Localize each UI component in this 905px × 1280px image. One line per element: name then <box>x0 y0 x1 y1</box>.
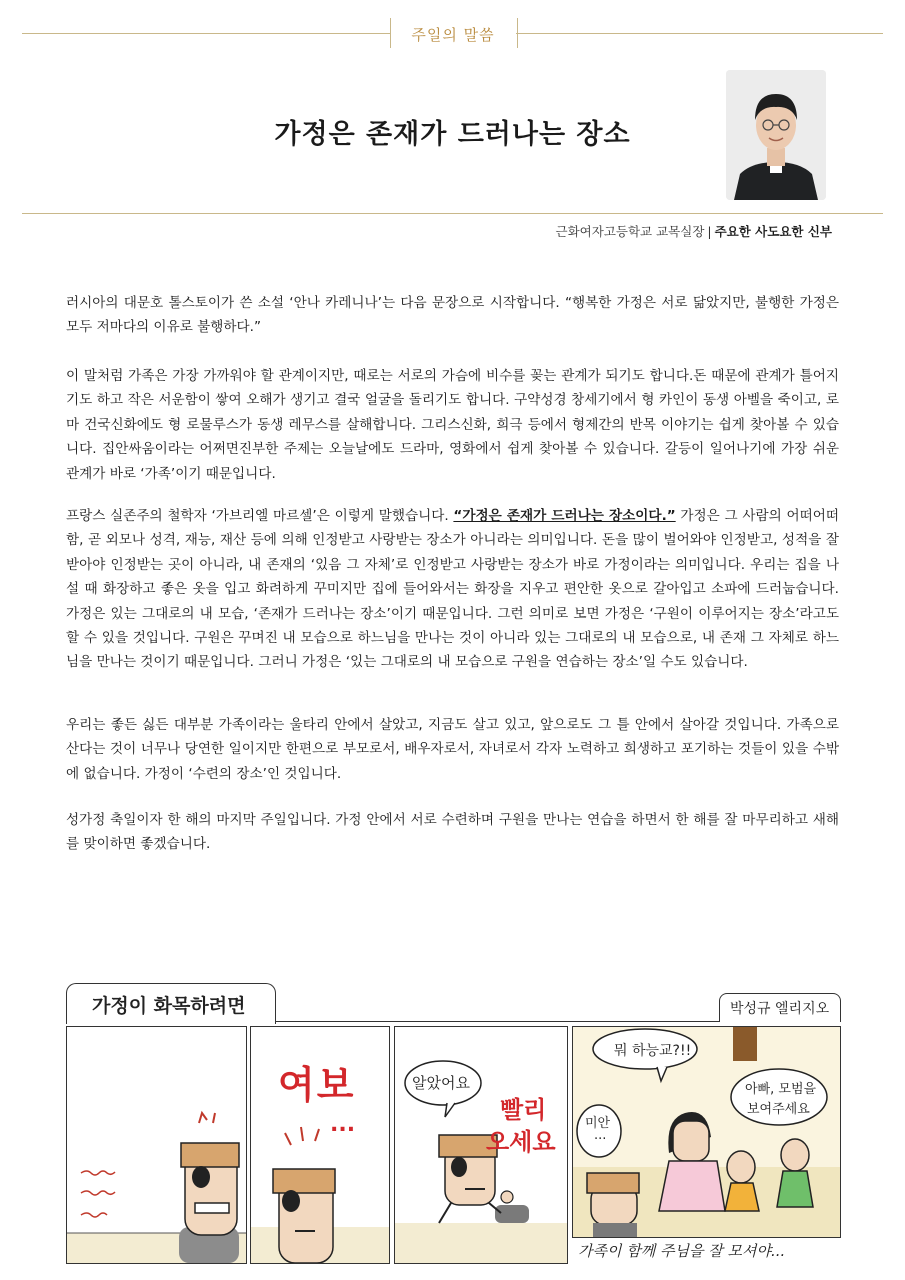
panel-3-shout-1: 빨리 <box>500 1096 547 1124</box>
byline-separator: | <box>707 224 712 239</box>
header-rule-left <box>22 33 390 34</box>
comic-panel-4 <box>572 1026 841 1238</box>
author-photo <box>726 70 826 200</box>
paragraph-5: 성가정 축일이자 한 해의 마지막 주일입니다. 가정 안에서 서로 수련하며 구원을 만나는 연습을 하면서 한 해를 잘 마무리하고 새해를 맞이하면 좋겠습니다. <box>66 812 839 853</box>
comic-title: 가정이 화목하려면 <box>92 995 246 1017</box>
paragraph-4: 우리는 좋든 싫든 대부분 가족이라는 울타리 안에서 살았고, 지금도 살고 있고, 앞으로도 그 틀 안에서 살아갈 것입니다. 가족으로 산다는 것이 너무나 당연한 일이지만 한편으로 부모로서, 배우자로서, 자녀로서 각자 노력하고 희생하고 포기하는 것들이 있을 수밖에 없습니다. 가정이 ‘수련의 장소’인 것입니다. <box>66 717 839 782</box>
panel-3-shout-2: 오세요 <box>486 1128 556 1156</box>
panel-4-bubble-top: 뭐 하능교?!! <box>614 1043 692 1059</box>
paragraph-2: 이 말처럼 가족은 가장 가까워야 할 관계이지만, 때로는 서로의 가슴에 비수를 꽂는 관계가 되기도 합니다.돈 때문에 관계가 틀어지기도 하고 작은 서운함이 쌓여 오해가 생기고 결국 얼굴을 돌리기도 합니다. 구약성경 창세기에서 형 카인이 동생 아벨을 죽이고, 로마 건국신화에도 형 로물루스가 동생 레무스를 살해합니다. 그리스신화, 희극 등에서 형제간의 반목 이야기는 쉽게 찾아볼 수 있습니다. 집안싸움이라는 어쩌면진부한 주제는 오늘날에도 드라마, 영화에서 쉽게 찾아볼 수 있습니다. 갈등이 일어나기에 가장 쉬운 관계가 바로 ‘가족’이기 때문입니다. <box>66 368 839 482</box>
panel-4-bubble-kid-line-2: 보여주세요 <box>747 1102 810 1117</box>
header-rule-right <box>516 33 883 34</box>
paragraph-3 <box>66 504 839 675</box>
paragraph-3-intro: 프랑스 실존주의 철학자 ‘가브리엘 마르셀’은 이렇게 말했습니다. <box>66 508 454 524</box>
article-title: 가정은 존재가 드러나는 장소 <box>274 119 631 150</box>
panel-4-bubble-sorry-line-1: 미안 <box>585 1116 611 1131</box>
paragraph-1: 러시아의 대문호 톨스토이가 쓴 소설 ‘안나 카레니나’는 다음 문장으로 시작합니다. “행복한 가정은 서로 닮았지만, 불행한 가정은 모두 저마다의 이유로 불행하다.” <box>66 295 839 336</box>
byline-role: 근화여자고등학교 교목실장 <box>555 224 705 239</box>
byline-name: 주요한 사도요한 신부 <box>714 224 832 239</box>
panel-4-bubble-sorry-line-2: ... <box>594 1128 607 1143</box>
panel-3-bubble-text: 알았어요 <box>412 1074 470 1092</box>
byline <box>420 222 832 240</box>
marcel-quote: “가정은 존재가 드러나는 장소이다.” <box>453 508 676 524</box>
panel-2-dots: ... <box>330 1112 356 1137</box>
panel-2-shout: 여보 <box>278 1063 356 1107</box>
comic-panel-1 <box>66 1026 247 1264</box>
paragraph-3-rest: 가정은 그 사람의 어떠어떠함, 곧 외모나 성격, 재능, 재산 등에 의해 인정받고 사랑받는 장소가 아니라는 의미입니다. 돈을 많이 벌어와야 인정받고, 성적을 잘 받아야 인정받는 곳이 아니라, 내 존재의 ‘있음 그 자체’로 인정받고 사랑받는 장소가 바로 가정이라는 의미입니다. 우리는 집을 나설 때 화장하고 좋은 옷을 입고 화려하게 꾸미지만 집에 들어와서는 화장을 지우고 편안한 옷으로 갈아입고 소파에 드러눕습니다. 가정은 있는 그대로의 내 모습, ‘존재가 드러나는 장소’이기 때문입니다. 그런 의미로 보면 가정은 ‘구원이 이루어지는 장소’라고도 할 수 있을 것입니다. 구원은 꾸며진 내 모습으로 하느님을 만나는 것이 아니라 있는 그대로의 내 모습으로, 내 존재 그 자체로 하느님을 만나는 것이기 때문입니다. 그러니 가정은 ‘있는 그대로의 내 모습으로 구원을 연습하는 장소’일 수도 있습니다. <box>66 508 839 671</box>
section-label: 주일의 말씀 <box>411 26 495 44</box>
title-rule <box>22 213 883 214</box>
panel-4-bubble-kid-line-1: 아빠, 모범을 <box>745 1082 817 1097</box>
comic-author: 박성규 엘리지오 <box>730 1001 830 1017</box>
comic-top-rule <box>274 1021 719 1022</box>
comic-caption: 가족이 함께 주님을 잘 모셔야... <box>578 1242 786 1260</box>
